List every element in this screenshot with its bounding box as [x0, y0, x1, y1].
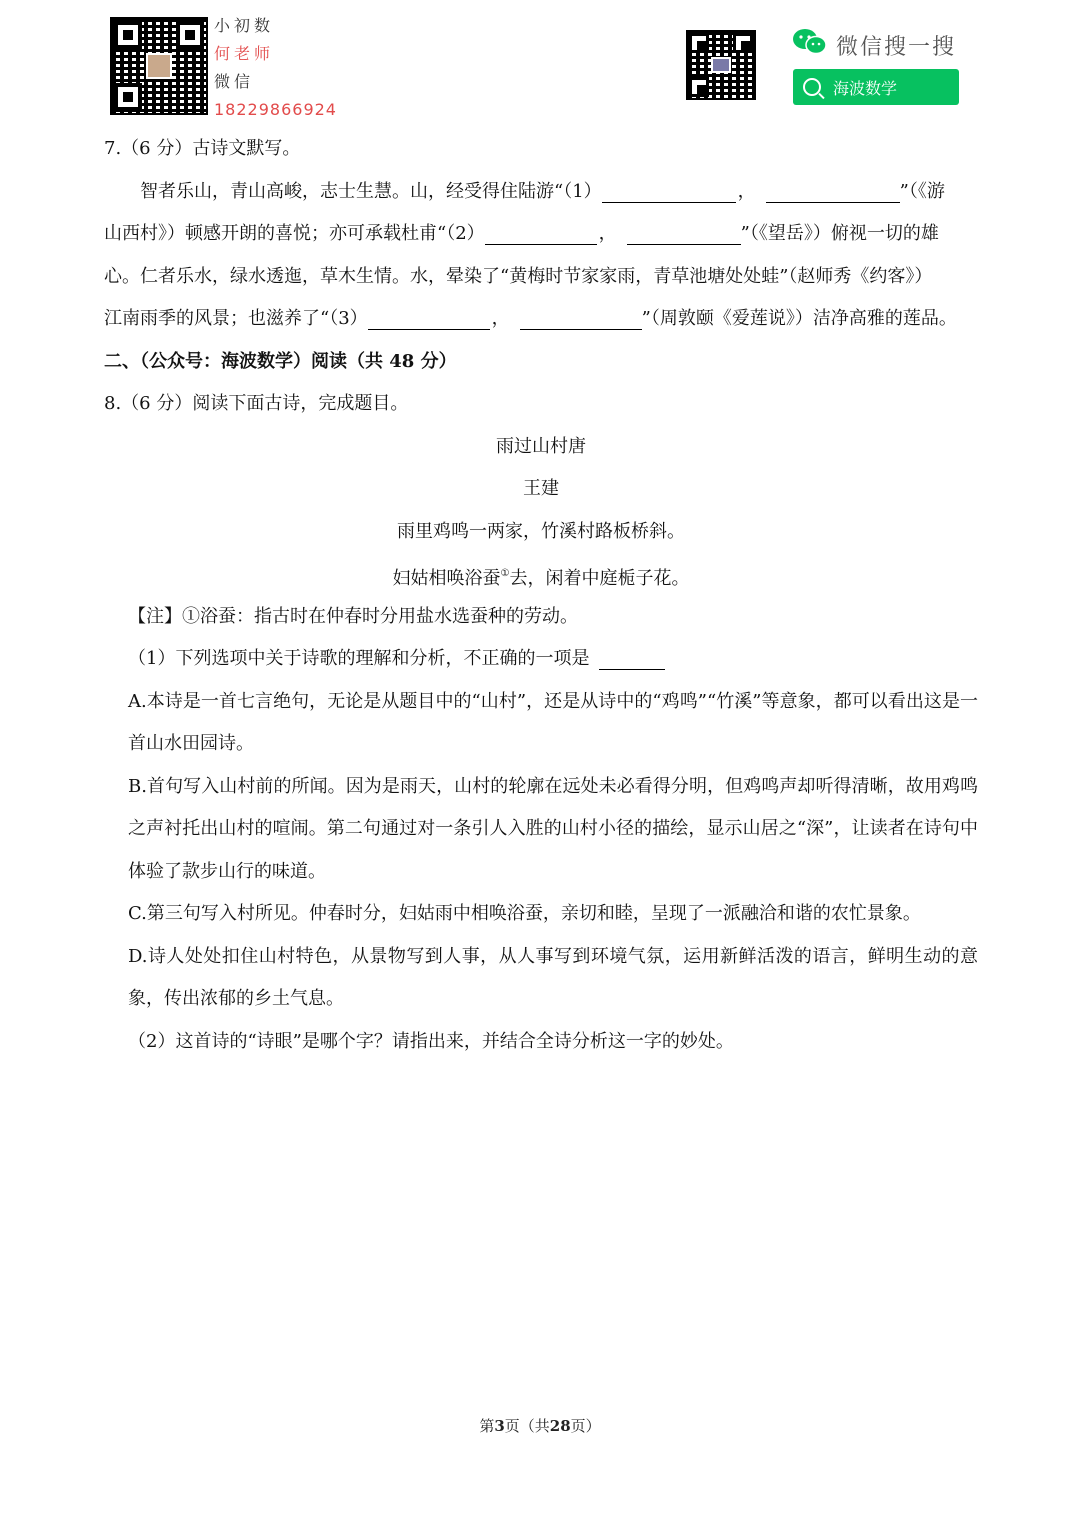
q7-line-1	[104, 171, 978, 214]
wechat-logo-icon	[792, 28, 828, 56]
q7-text: ”（周敦颐《爱莲说》）洁净高雅的莲品。	[641, 308, 957, 329]
section-2-title: 二、（公众号：海波数学）阅读（共 48 分）	[104, 350, 457, 372]
footer-prefix: 第	[479, 1417, 495, 1435]
contact-info	[214, 12, 337, 124]
q8-sub-question-1-text: （1）下列选项中关于诗歌的理解和分析，不正确的一项是	[128, 648, 590, 669]
q7-comma: ，	[491, 308, 510, 329]
option-a: A.本诗是一首七言绝句，无论是从题目中的“山村”，还是从诗中的“鸡鸣”“竹溪”等意象，都可以看出这是一首山水田园诗。	[128, 690, 978, 754]
q8-sub-question-2: （2）这首诗的“诗眼”是哪个字？请指出来，并结合全诗分析这一字的妙处。	[128, 1030, 734, 1052]
footer-page-number: 3	[494, 1417, 505, 1435]
q7-text: 山西村》）顿感开朗的喜悦；亦可承载杜甫“（2）	[104, 223, 485, 244]
poem-line-2-part-b: 去，闲着中庭栀子花。	[509, 568, 690, 589]
q7-text: ”（《望岳》）俯视一切的雄	[740, 223, 939, 244]
q7-heading: 7.（6 分）古诗文默写。	[104, 138, 301, 159]
q7-line-4	[104, 298, 978, 341]
page-footer	[0, 1415, 1080, 1436]
contact-line-teacher: 何老师	[214, 44, 275, 63]
q7-line-3: 心。仁者乐水，绿水透迤，草木生情。水，晕染了“黄梅时节家家雨，青草池塘处处蛙”（赵师秀《约客》）	[104, 265, 933, 287]
search-icon	[803, 78, 821, 96]
note-reference-mark: ①	[500, 568, 510, 579]
q8-sub-question-1	[104, 638, 978, 681]
q7-comma: ，	[737, 180, 756, 202]
poem-author: 王建	[523, 478, 559, 499]
answer-blank-2b[interactable]	[627, 222, 741, 245]
contact-line-grade: 小初数	[214, 16, 275, 35]
q7-text: 智者乐山，青山高峻，志士生慧。山，经受得住陆游“（1）	[140, 180, 602, 202]
contact-qr-code-icon	[110, 17, 208, 115]
wechat-search-button[interactable]	[793, 69, 959, 105]
option-b: B.首句写入山村前的所闻。因为是雨天，山村的轮廓在远处未必看得分明，但鸡鸣声却听得清晰，故用鸡鸣之声衬托出山村的喧闹。第二句通过对一条引人入胜的山村小径的描绘，显示山居之“深”，让读者在诗句中体验了款步山行的味道。	[128, 775, 978, 882]
poem-line-2-part-a: 妇姑相唤浴蚕	[392, 568, 501, 589]
contact-line-wechat: 微信	[214, 72, 255, 91]
answer-blank-1a[interactable]	[602, 180, 736, 203]
answer-blank-3a[interactable]	[368, 307, 490, 330]
option-d: D.诗人处处扣住山村特色，从景物写到人事，从人事写到环境气氛，运用新鲜活泼的语言，鲜明生动的意象，传出浓郁的乡土气息。	[128, 945, 978, 1009]
answer-blank-2a[interactable]	[485, 222, 597, 245]
poem-note: 【注】①浴蚕：指古时在仲春时分用盐水选蚕种的劳动。	[128, 605, 578, 627]
wechat-qr-code-icon	[686, 30, 756, 100]
wechat-search-title: 微信搜一搜	[836, 35, 957, 60]
q7-comma: ，	[598, 223, 617, 244]
wechat-search-button-label: 海波数学	[833, 78, 898, 98]
poem-title: 雨过山村唐	[496, 435, 586, 457]
q7-text: 江南雨季的风景；也滋养了“（3）	[104, 308, 368, 329]
answer-blank-choice[interactable]	[599, 647, 665, 670]
poem-line-2	[104, 553, 978, 596]
q7-text: ”（《游	[899, 180, 945, 202]
answer-blank-1b[interactable]	[766, 180, 900, 203]
q8-heading: 8.（6 分）阅读下面古诗，完成题目。	[104, 393, 409, 414]
page-content	[104, 128, 978, 1063]
option-c: C.第三句写入村所见。仲春时分，妇姑雨中相唤浴蚕，亲切和睦，呈现了一派融洽和谐的农忙景象。	[128, 903, 921, 924]
footer-suffix: 页）	[570, 1417, 601, 1435]
poem-line-1: 雨里鸡鸣一两家，竹溪村路板桥斜。	[397, 520, 685, 542]
contact-line-phone: 18229866924	[214, 100, 337, 119]
footer-middle: 页（共	[504, 1417, 550, 1435]
footer-total-pages: 28	[549, 1417, 571, 1435]
q7-line-2	[104, 213, 978, 256]
answer-blank-3b[interactable]	[520, 307, 642, 330]
